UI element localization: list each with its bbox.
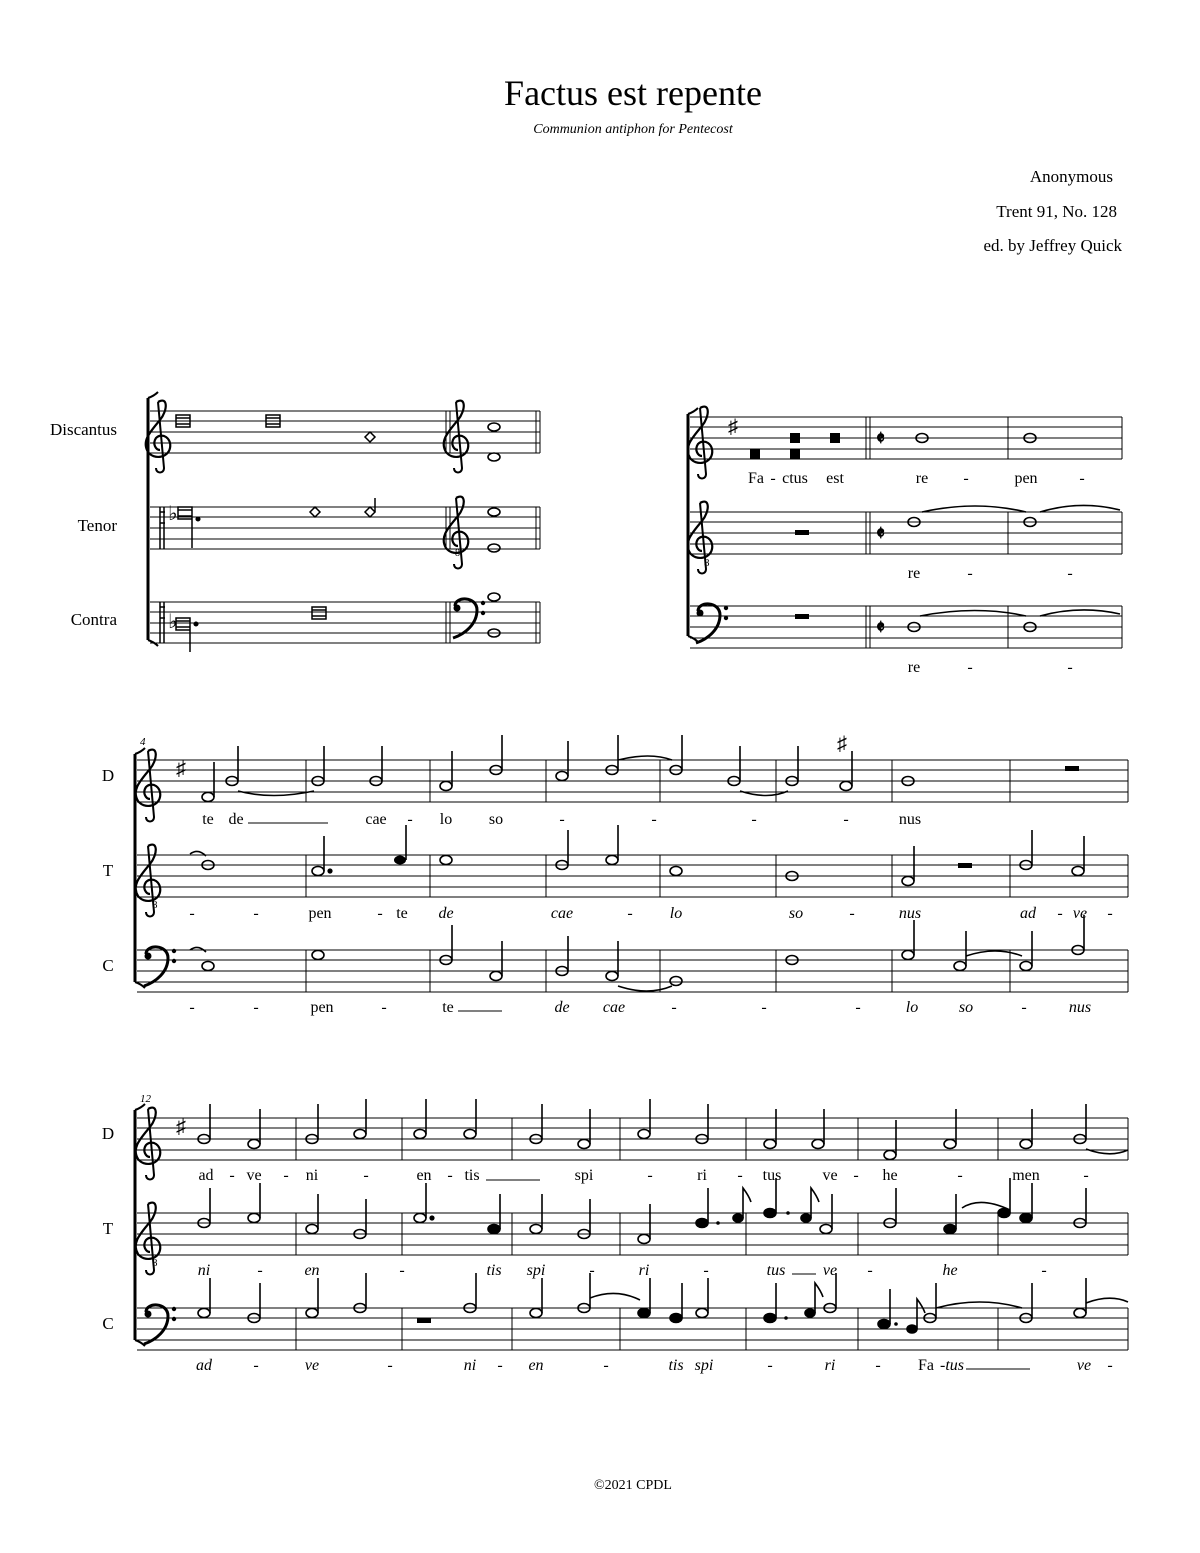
lyric: so bbox=[958, 999, 974, 1016]
lyric: - bbox=[559, 811, 565, 828]
lyric: - bbox=[257, 1262, 263, 1279]
lyric: te bbox=[442, 999, 454, 1016]
lyric: - bbox=[1021, 999, 1027, 1016]
lyric: - bbox=[447, 1167, 453, 1184]
lyric: nus bbox=[1068, 999, 1092, 1016]
lyric: - bbox=[589, 1262, 595, 1279]
lyric: - bbox=[967, 659, 973, 676]
lyric: ad bbox=[198, 1167, 214, 1184]
lyric: - bbox=[363, 1167, 369, 1184]
lyric: - bbox=[671, 999, 677, 1016]
lyric: ve bbox=[1072, 905, 1088, 922]
lyric: ve bbox=[246, 1167, 262, 1184]
svg-text:𝄵: 𝄵 bbox=[876, 428, 885, 450]
lyric: - bbox=[849, 905, 855, 922]
system-3-lyrics bbox=[196, 1167, 1113, 1374]
lyric: cae bbox=[602, 999, 626, 1016]
lyric: - bbox=[957, 1167, 963, 1184]
lyric: - bbox=[253, 905, 259, 922]
lyric: - bbox=[1041, 1262, 1047, 1279]
lyric: - bbox=[737, 1167, 743, 1184]
lyric: ve bbox=[1076, 1357, 1092, 1374]
incipit-staves bbox=[50, 392, 540, 652]
lyric: tis bbox=[464, 1167, 480, 1184]
lyric: en bbox=[304, 1262, 320, 1279]
lyric: - bbox=[399, 1262, 405, 1279]
lyric: - bbox=[1079, 470, 1085, 487]
lyric: en bbox=[416, 1167, 432, 1184]
source-credit: Trent 91, No. 128 bbox=[996, 202, 1117, 221]
lyric: re bbox=[907, 659, 921, 676]
lyric: - bbox=[253, 1357, 259, 1374]
lyric: lo bbox=[905, 999, 919, 1016]
lyric: - bbox=[853, 1167, 859, 1184]
lyric: cae bbox=[550, 905, 574, 922]
lyric: ad bbox=[196, 1357, 212, 1374]
lyric: re bbox=[907, 565, 921, 582]
lyric: - bbox=[229, 1167, 235, 1184]
system-1-staves bbox=[688, 407, 1122, 676]
svg-text:♯: ♯ bbox=[176, 758, 186, 780]
svg-text:𝄵: 𝄵 bbox=[876, 617, 885, 639]
system-2-staves bbox=[102, 733, 1128, 1016]
lyric: so bbox=[788, 905, 804, 922]
svg-text:8: 8 bbox=[704, 557, 710, 569]
lyric: tis bbox=[486, 1262, 502, 1279]
lyric: men bbox=[1012, 1167, 1040, 1184]
system-2-lyrics bbox=[189, 811, 1112, 1016]
lyric: - bbox=[1107, 905, 1113, 922]
lyric: pen bbox=[1014, 470, 1038, 487]
svg-text:8: 8 bbox=[152, 899, 158, 911]
lyric: - bbox=[1067, 659, 1073, 676]
lyric: he bbox=[882, 1167, 898, 1184]
voice-abbr-c: C bbox=[102, 1314, 114, 1333]
svg-text:8: 8 bbox=[152, 1257, 158, 1269]
lyric: ri bbox=[697, 1167, 707, 1184]
lyric: spi bbox=[574, 1167, 594, 1184]
composer-credit: Anonymous bbox=[1029, 167, 1113, 186]
lyric: te bbox=[396, 905, 408, 922]
lyric: spi bbox=[526, 1262, 546, 1279]
lyric: de bbox=[438, 905, 454, 922]
lyric: - bbox=[387, 1357, 393, 1374]
lyric: tis bbox=[668, 1357, 684, 1374]
lyric: ve bbox=[304, 1357, 320, 1374]
measure-number: 4 bbox=[140, 736, 146, 748]
voice-name-contra: Contra bbox=[70, 610, 117, 629]
lyric: - bbox=[1067, 565, 1073, 582]
lyric: ad bbox=[1020, 905, 1036, 922]
lyric: he bbox=[942, 1262, 958, 1279]
editor-credit: ed. by Jeffrey Quick bbox=[983, 236, 1122, 255]
lyric: - bbox=[647, 1167, 653, 1184]
svg-text:♭: ♭ bbox=[168, 503, 178, 525]
lyric: - bbox=[1057, 905, 1063, 922]
lyric: - bbox=[751, 811, 757, 828]
lyric: - bbox=[189, 999, 195, 1016]
lyric: spi bbox=[694, 1357, 714, 1374]
lyric: te bbox=[202, 811, 214, 828]
lyric: - bbox=[761, 999, 767, 1016]
lyric: - bbox=[603, 1357, 609, 1374]
lyric: ve bbox=[822, 1262, 838, 1279]
lyric: re bbox=[915, 470, 929, 487]
lyric: - bbox=[1083, 1167, 1089, 1184]
lyric: - bbox=[253, 999, 259, 1016]
lyric: - bbox=[407, 811, 413, 828]
lyric: lo bbox=[439, 811, 453, 828]
svg-text:♯: ♯ bbox=[176, 1116, 186, 1138]
lyric: - bbox=[377, 905, 383, 922]
voice-name-discantus: Discantus bbox=[49, 420, 117, 439]
svg-text:♯: ♯ bbox=[837, 733, 847, 755]
lyric: nus bbox=[898, 811, 922, 828]
lyric: ri bbox=[638, 1262, 650, 1279]
lyric: pen bbox=[310, 999, 334, 1016]
lyric: - bbox=[627, 905, 633, 922]
voice-abbr-t: T bbox=[102, 1219, 114, 1238]
lyric: - bbox=[189, 905, 195, 922]
lyric: -tus bbox=[940, 1357, 964, 1374]
voice-abbr-t: T bbox=[102, 861, 114, 880]
voice-abbr-d: D bbox=[101, 766, 115, 785]
lyric: est bbox=[826, 470, 844, 487]
svg-text:𝄵: 𝄵 bbox=[876, 523, 885, 545]
lyric: pen bbox=[308, 905, 332, 922]
lyric: - bbox=[867, 1262, 873, 1279]
lyric: - bbox=[875, 1357, 881, 1374]
lyric: - bbox=[855, 999, 861, 1016]
page-subtitle: Communion antiphon for Pentecost bbox=[533, 122, 733, 137]
lyric: Fa bbox=[748, 470, 764, 487]
voice-abbr-c: C bbox=[102, 956, 114, 975]
lyric: ri bbox=[824, 1357, 836, 1374]
lyric: ni bbox=[305, 1167, 319, 1184]
measure-number: 12 bbox=[140, 1093, 151, 1105]
lyric: nus bbox=[898, 905, 922, 922]
lyric: cae bbox=[365, 811, 387, 828]
lyric: - bbox=[497, 1357, 503, 1374]
lyric: - bbox=[767, 1357, 773, 1374]
svg-text:♯: ♯ bbox=[728, 416, 738, 438]
lyric: - bbox=[283, 1167, 289, 1184]
lyric: - bbox=[381, 999, 387, 1016]
lyric: - bbox=[770, 470, 776, 487]
svg-text:♭: ♭ bbox=[168, 611, 178, 633]
system-3-staves bbox=[102, 1093, 1128, 1374]
lyric: so bbox=[488, 811, 504, 828]
lyric: ni bbox=[463, 1357, 477, 1374]
lyric: tus bbox=[762, 1167, 782, 1184]
lyric: ctus bbox=[782, 470, 808, 487]
lyric: lo bbox=[669, 905, 683, 922]
lyric: de bbox=[228, 811, 244, 828]
lyric: - bbox=[651, 811, 657, 828]
lyric: ve bbox=[822, 1167, 838, 1184]
lyric: - bbox=[843, 811, 849, 828]
lyric: - bbox=[967, 565, 973, 582]
voice-name-tenor: Tenor bbox=[77, 516, 117, 535]
lyric: tus bbox=[766, 1262, 786, 1279]
lyric: - bbox=[703, 1262, 709, 1279]
svg-text:8: 8 bbox=[455, 548, 460, 559]
page-title: Factus est repente bbox=[504, 73, 762, 113]
copyright-footer: ©2021 CPDL bbox=[594, 1478, 672, 1493]
voice-abbr-d: D bbox=[101, 1124, 115, 1143]
lyric: - bbox=[1107, 1357, 1113, 1374]
system-1-lyrics bbox=[748, 470, 1085, 676]
lyric: en bbox=[528, 1357, 544, 1374]
lyric: - bbox=[963, 470, 969, 487]
lyric: ni bbox=[197, 1262, 211, 1279]
lyric: de bbox=[554, 999, 570, 1016]
lyric: Fa bbox=[918, 1357, 934, 1374]
